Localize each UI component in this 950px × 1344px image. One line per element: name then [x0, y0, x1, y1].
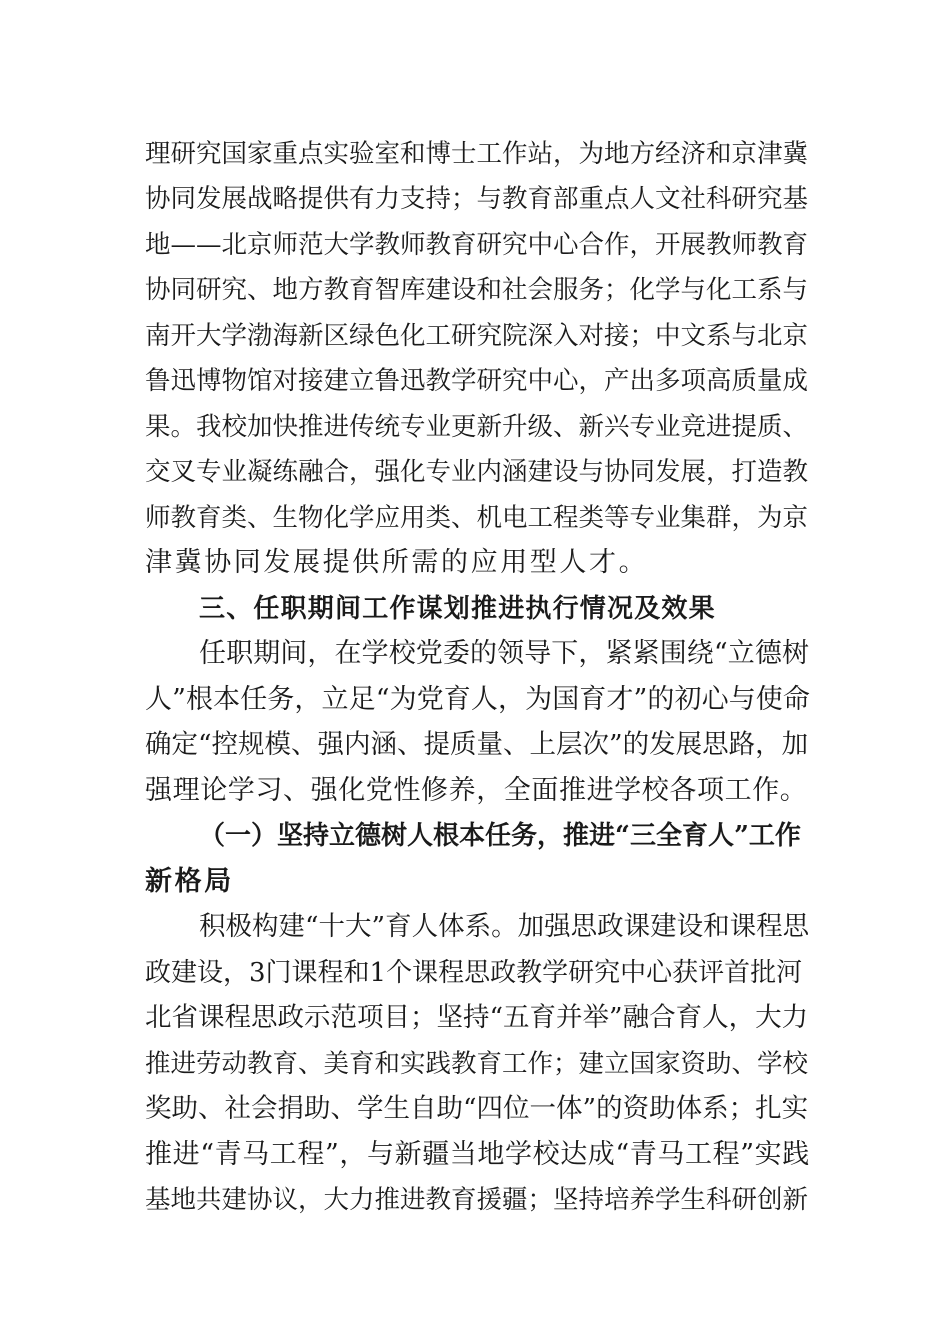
body-text-line: 推进劳动教育、美育和实践教育工作；建立国家资助、学校	[145, 1049, 809, 1079]
body-text-line: 地——北京师范大学教师教育研究中心合作，开展教师教育	[145, 230, 809, 260]
body-text-line: 师教育类、生物化学应用类、机电工程类等专业集群，为京	[145, 503, 809, 533]
section-heading: 三、任职期间工作谋划推进执行情况及效果	[199, 594, 716, 624]
body-text-line: 鲁迅博物馆对接建立鲁迅教学研究中心，产出多项高质量成	[145, 366, 809, 396]
body-text-line: 人”根本任务，立足“为党育人，为国育才”的初心与使命	[145, 684, 811, 715]
body-text-line: 奖助、社会捐助、学生自助“四位一体”的资助体系；扎实	[145, 1093, 809, 1124]
subsection-heading: （一）坚持立德树人根本任务，推进“三全育人”工作	[199, 821, 801, 851]
body-text-line: 协同发展战略提供有力支持；与教育部重点人文社科研究基	[145, 184, 809, 214]
paragraph-first-line: 积极构建“十大”育人体系。加强思政课建设和课程思	[199, 911, 810, 942]
body-text-line: 基地共建协议，大力推进教育援疆；坚持培养学生科研创新	[145, 1185, 809, 1215]
body-text-line: 南开大学渤海新区绿色化工研究院深入对接；中文系与北京	[145, 321, 809, 351]
body-text-line: 津冀协同发展提供所需的应用型人才。	[145, 547, 649, 578]
body-text-line: 确定“控规模、强内涵、提质量、上层次”的发展思路，加	[145, 729, 809, 760]
paragraph-first-line: 任职期间，在学校党委的领导下，紧紧围绕“立德树	[199, 638, 810, 669]
body-text-line: 强理论学习、强化党性修养，全面推进学校各项工作。	[145, 775, 808, 806]
body-text-line: 推进“青马工程”，与新疆当地学校达成“青马工程”实践	[145, 1139, 810, 1170]
subsection-heading-continued: 新格局	[145, 866, 234, 897]
body-text-line: 北省课程思政示范项目；坚持“五育并举”融合育人，大力	[145, 1002, 809, 1033]
body-text-line: 交叉专业凝练融合，强化专业内涵建设与协同发展，打造教	[145, 457, 809, 487]
body-text-line: 果。我校加快推进传统专业更新升级、新兴专业竞进提质、	[145, 412, 809, 442]
body-text-line: 理研究国家重点实验室和博士工作站，为地方经济和京津冀	[145, 139, 809, 169]
body-text-line: 协同研究、地方教育智库建设和社会服务；化学与化工系与	[145, 275, 809, 305]
body-text-line: 政建设，3门课程和1个课程思政教学研究中心获评首批河	[145, 958, 803, 988]
